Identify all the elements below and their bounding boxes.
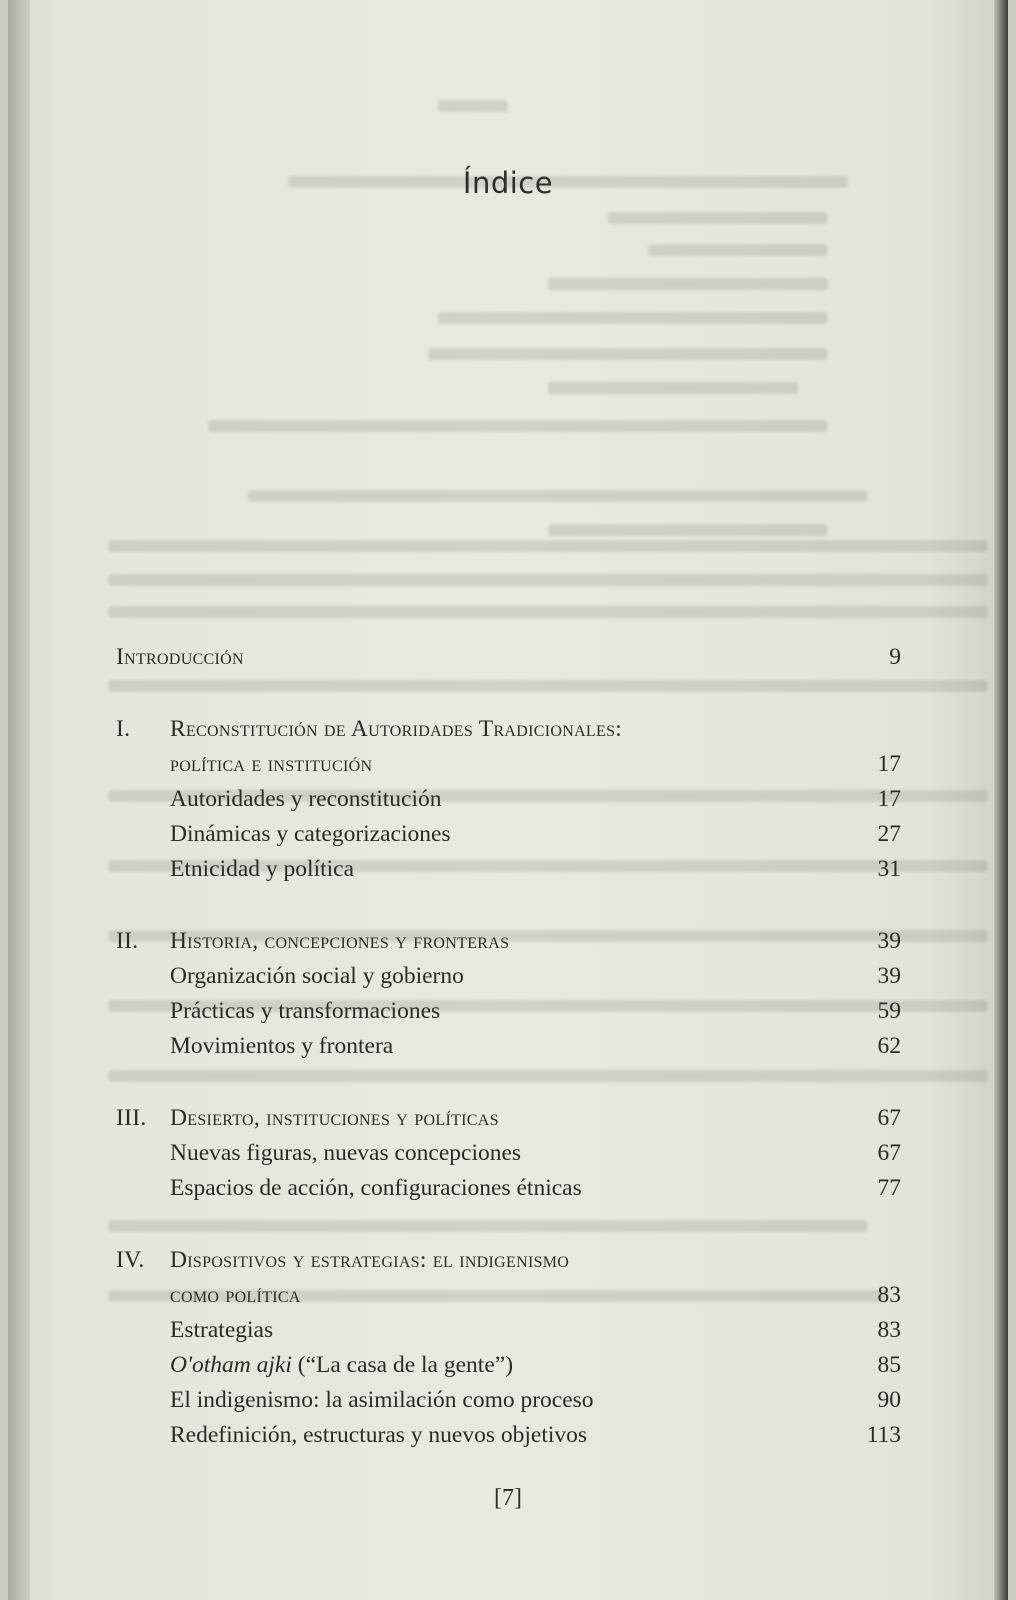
toc-page-number: 90 [877, 1387, 901, 1413]
section-title-italic: O'otham ajki [170, 1352, 292, 1378]
toc-page-number: 83 [877, 1317, 901, 1343]
section-title: El indigenismo: la asimilación como proceso [170, 1387, 594, 1413]
toc-chapter-4 [116, 1243, 901, 1278]
toc-page-number: 83 [877, 1282, 901, 1308]
chapter-title-cont: como política [170, 1282, 301, 1308]
section-title: Movimientos y frontera [170, 1033, 394, 1059]
toc-intro [116, 640, 901, 675]
chapter-number: III. [116, 1105, 147, 1131]
toc-section [116, 1029, 901, 1064]
chapter-number: II. [116, 928, 139, 954]
toc-page-number: 39 [877, 963, 901, 989]
toc-page-number: 85 [877, 1352, 901, 1378]
section-title: Redefinición, estructuras y nuevos objetivos [170, 1422, 588, 1448]
toc-section [116, 1418, 901, 1453]
section-title: Dinámicas y categorizaciones [170, 821, 451, 847]
toc-page-number: 39 [877, 928, 901, 954]
chapter-title: Dispositivos y estrategias: el indigenismo [170, 1247, 570, 1273]
chapter-number: IV. [116, 1247, 145, 1273]
toc-page-number: 17 [877, 786, 901, 812]
toc-section [116, 1136, 901, 1171]
toc-chapter-1 [116, 712, 901, 747]
section-title: (“La casa de la gente”) [291, 1352, 514, 1378]
toc-section [116, 959, 901, 994]
toc-page-number: 77 [877, 1175, 901, 1201]
toc-section [116, 782, 901, 817]
toc-page-number: 62 [877, 1033, 901, 1059]
chapter-title: Historia, concepciones y fronteras [170, 928, 510, 954]
page-folio: [7] [494, 1485, 522, 1511]
toc-section [116, 994, 901, 1029]
book-page [8, 0, 1008, 1600]
toc-section [116, 1383, 901, 1418]
table-of-contents [116, 640, 901, 1453]
toc-section [116, 817, 901, 852]
toc-page-number: 17 [877, 751, 901, 777]
toc-page-number: 59 [877, 998, 901, 1024]
toc-chapter-4-cont [116, 1278, 901, 1313]
toc-entry-label: Introducción [116, 644, 244, 670]
toc-section [116, 1313, 901, 1348]
section-title: Organización social y gobierno [170, 963, 464, 989]
book-spine-shadow [994, 0, 1008, 1600]
toc-section [116, 1348, 901, 1383]
toc-chapter-2 [116, 924, 901, 959]
section-title: Autoridades y reconstitución [170, 786, 442, 812]
section-title: Prácticas y transformaciones [170, 998, 441, 1024]
previous-page-edge [8, 0, 30, 1600]
toc-page-number: 27 [877, 821, 901, 847]
section-title: Nuevas figuras, nuevas concepciones [170, 1140, 522, 1166]
section-title: Etnicidad y política [170, 856, 355, 882]
toc-page-number: 67 [877, 1140, 901, 1166]
toc-chapter-1-cont [116, 747, 901, 782]
section-title: Espacios de acción, configuraciones étnicas [170, 1175, 582, 1201]
toc-page-number: 31 [877, 856, 901, 882]
chapter-title: Reconstitución de Autoridades Tradicionales: [170, 716, 623, 742]
toc-page-number: 113 [866, 1422, 901, 1448]
chapter-title-cont: política e institución [170, 751, 373, 777]
toc-section [116, 852, 901, 887]
toc-page-number: 67 [877, 1105, 901, 1131]
toc-chapter-3 [116, 1101, 901, 1136]
chapter-title: Desierto, instituciones y políticas [170, 1105, 499, 1131]
toc-section [116, 1171, 901, 1206]
page-title: Índice [462, 166, 554, 200]
section-title: Estrategias [170, 1317, 274, 1343]
chapter-number: I. [116, 716, 131, 742]
toc-page-number: 9 [889, 644, 901, 670]
